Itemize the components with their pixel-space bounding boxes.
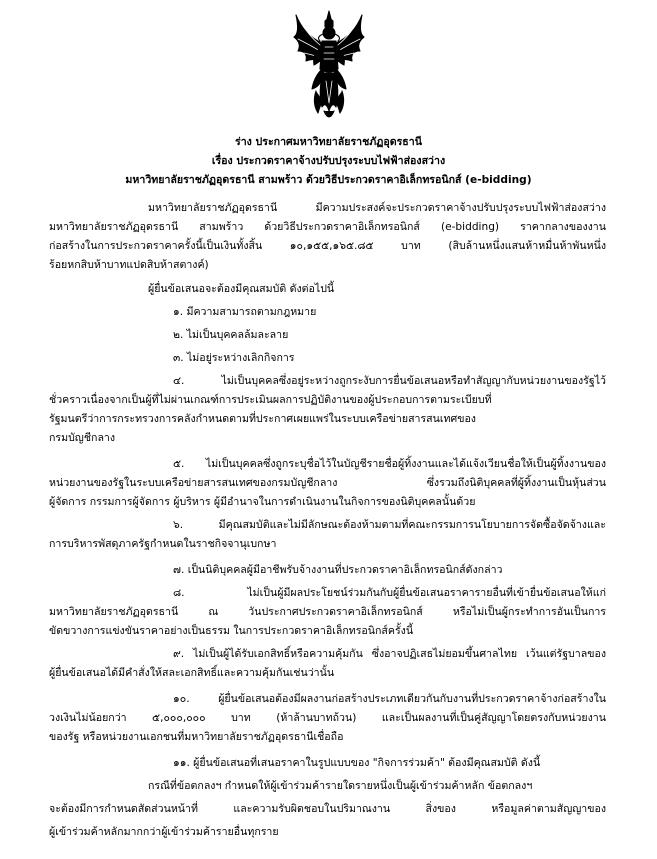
qualification-item-5: ๕. ไม่เป็นบุคคลซึ่งถูกระบุชื่อไว้ในบัญชีรายชื่อผู้ทิ้งงานและได้แจ้งเวียนชื่อให้เป็นผู้ทิ้งงานของ (173, 458, 606, 470)
qualifications-intro: ผู้ยื่นข้อเสนอจะต้องมีคุณสมบัติ ดังต่อไปนี้ (148, 283, 335, 295)
intro-line: ร้อยหกสิบห้าบาทแปดสิบห้าสตางค์) (49, 259, 209, 271)
qualification-item-11-cont: ผู้เข้าร่วมค้าหลักมากกว่าผู้เข้าร่วมค้ารายอื่นทุกราย (49, 826, 279, 838)
qualification-item-9: ๙. ไม่เป็นผู้ได้รับเอกสิทธิ์หรือความคุ้มกัน ซึ่งอาจปฏิเสธไม่ยอมขึ้นศาลไทย เว้นแต่รัฐบาลของ (173, 648, 606, 660)
intro-line: ก่อสร้างในการประกวดราคาครั้งนี้เป็นเงินทั้งสิ้น ๑๐,๑๕๕,๑๖๕.๘๕ บาท (สิบล้านหนึ่งแสนห้าหมื่นห้าพันหนึ่ง (49, 240, 606, 252)
heading-line-1: ร่าง ประกาศมหาวิทยาลัยราชภัฏอุดรธานี (235, 136, 422, 148)
heading-line-3: มหาวิทยาลัยราชภัฏอุดรธานี สามพร้าว ด้วยวิธีประกวดราคาอิเล็กทรอนิกส์ (e-bidding) (125, 174, 532, 186)
qualification-item-8: ๘. ไม่เป็นผู้มีผลประโยชน์ร่วมกันกับผู้ยื่นข้อเสนอราคารายอื่นที่เข้ายื่นข้อเสนอให้แก่ (173, 587, 606, 599)
qualification-item-10: ๑๐. ผู้ยื่นข้อเสนอต้องมีผลงานก่อสร้างประเภทเดียวกันกับงานที่ประกวดราคาจ้างก่อสร้างใน (173, 693, 606, 705)
qualification-item-9-cont: ผู้ยื่นข้อเสนอได้มีคำสั่งให้สละเอกสิทธิ์และความคุ้มกันเช่นว่านั้น (49, 667, 335, 679)
heading-line-2: เรื่อง ประกวดราคาจ้างปรับปรุงระบบไฟฟ้าส่องสว่าง (211, 155, 446, 167)
qualification-item-10-cont: ของรัฐ หรือหน่วยงานเอกชนที่มหาวิทยาลัยราชภัฏอุดรธานีเชื่อถือ (49, 731, 344, 743)
qualification-item-5-cont: หน่วยงานของรัฐในระบบเครือข่ายสารสนเทศของกรมบัญชีกลาง ซึ่งรวมถึงนิติบุคคลที่ผู้ทิ้งงานเป็นหุ้นส่วน (49, 477, 606, 489)
qualification-item-4: ๔. ไม่เป็นบุคคลซึ่งอยู่ระหว่างถูกระงับการยื่นข้อเสนอหรือทำสัญญากับหน่วยงานของรัฐไว้ (173, 375, 606, 387)
qualification-item-6-cont: การบริหารพัสดุภาครัฐกำหนดในราชกิจจานุเบกษา (49, 538, 277, 550)
intro-line: มหาวิทยาลัยราชภัฏอุดรธานี มีความประสงค์จะประกวดราคาจ้างปรับปรุงระบบไฟฟ้าส่องสว่าง (148, 202, 606, 214)
qualification-item-4-cont: ชั่วคราวเนื่องจากเป็นผู้ที่ไม่ผ่านเกณฑ์การประเมินผลการปฏิบัติงานของผู้ประกอบการตามระเบียบที่ (49, 394, 492, 406)
qualification-item-8-cont: ขัดขวางการแข่งขันราคาอย่างเป็นธรรม ในการประกวดราคาอิเล็กทรอนิกส์ครั้งนี้ (49, 625, 414, 637)
garuda-emblem-icon (292, 7, 366, 125)
intro-line: มหาวิทยาลัยราชภัฏอุดรธานี สามพร้าว ด้วยวิธีประกวดราคาอิเล็กทรอนิกส์ (e-bidding) ราคากลางของงาน (49, 221, 606, 233)
qualification-item-3: ๓. ไม่อยู่ระหว่างเลิกกิจการ (173, 352, 295, 364)
qualification-item-8-cont: มหาวิทยาลัยราชภัฏอุดรธานี ณ วันประกาศประกวดราคาอิเล็กทรอนิกส์ หรือไม่เป็นผู้กระทำการอันเป็นการ (49, 606, 606, 618)
qualification-item-6: ๖. มีคุณสมบัติและไม่มีลักษณะต้องห้ามตามที่คณะกรรมการนโยบายการจัดซื้อจัดจ้างและ (173, 519, 606, 531)
qualification-item-11: ๑๑. ผู้ยื่นข้อเสนอที่เสนอราคาในรูปแบบของ "กิจการร่วมค้า" ต้องมีคุณสมบัติ ดังนี้ (173, 757, 541, 769)
qualification-item-11-cont: จะต้องมีการกำหนดสัดส่วนหน้าที่ และความรับผิดชอบในปริมาณงาน สิ่งของ หรือมูลค่าตามสัญญาของ (49, 803, 606, 815)
qualification-item-10-cont: วงเงินไม่น้อยกว่า ๕,๐๐๐,๐๐๐ บาท (ห้าล้านบาทถ้วน) และเป็นผลงานที่เป็นคู่สัญญาโดยตรงกับหน่วยงาน (49, 712, 606, 724)
qualification-item-4-cont: รัฐมนตรีว่าการกระทรวงการคลังกำหนดตามที่ประกาศเผยแพร่ในระบบเครือข่ายสารสนเทศของ (49, 413, 476, 425)
qualification-item-5-cont: ผู้จัดการ กรรมการผู้จัดการ ผู้บริหาร ผู้มีอำนาจในการดำเนินงานในกิจการของนิติบุคคลนั้นด้วย (49, 496, 476, 508)
qualification-item-1: ๑. มีความสามารถตามกฎหมาย (173, 306, 317, 318)
qualification-item-4-cont: กรมบัญชีกลาง (49, 432, 116, 444)
qualification-item-2: ๒. ไม่เป็นบุคคลล้มละลาย (173, 329, 289, 341)
qualification-item-7: ๗. เป็นนิติบุคคลผู้มีอาชีพรับจ้างงานที่ประกวดราคาอิเล็กทรอนิกส์ดังกล่าว (173, 564, 503, 576)
qualification-item-11-cont: กรณีที่ข้อตกลงฯ กำหนดให้ผู้เข้าร่วมค้ารายใดรายหนึ่งเป็นผู้เข้าร่วมค้าหลัก ข้อตกลงฯ (148, 780, 533, 792)
